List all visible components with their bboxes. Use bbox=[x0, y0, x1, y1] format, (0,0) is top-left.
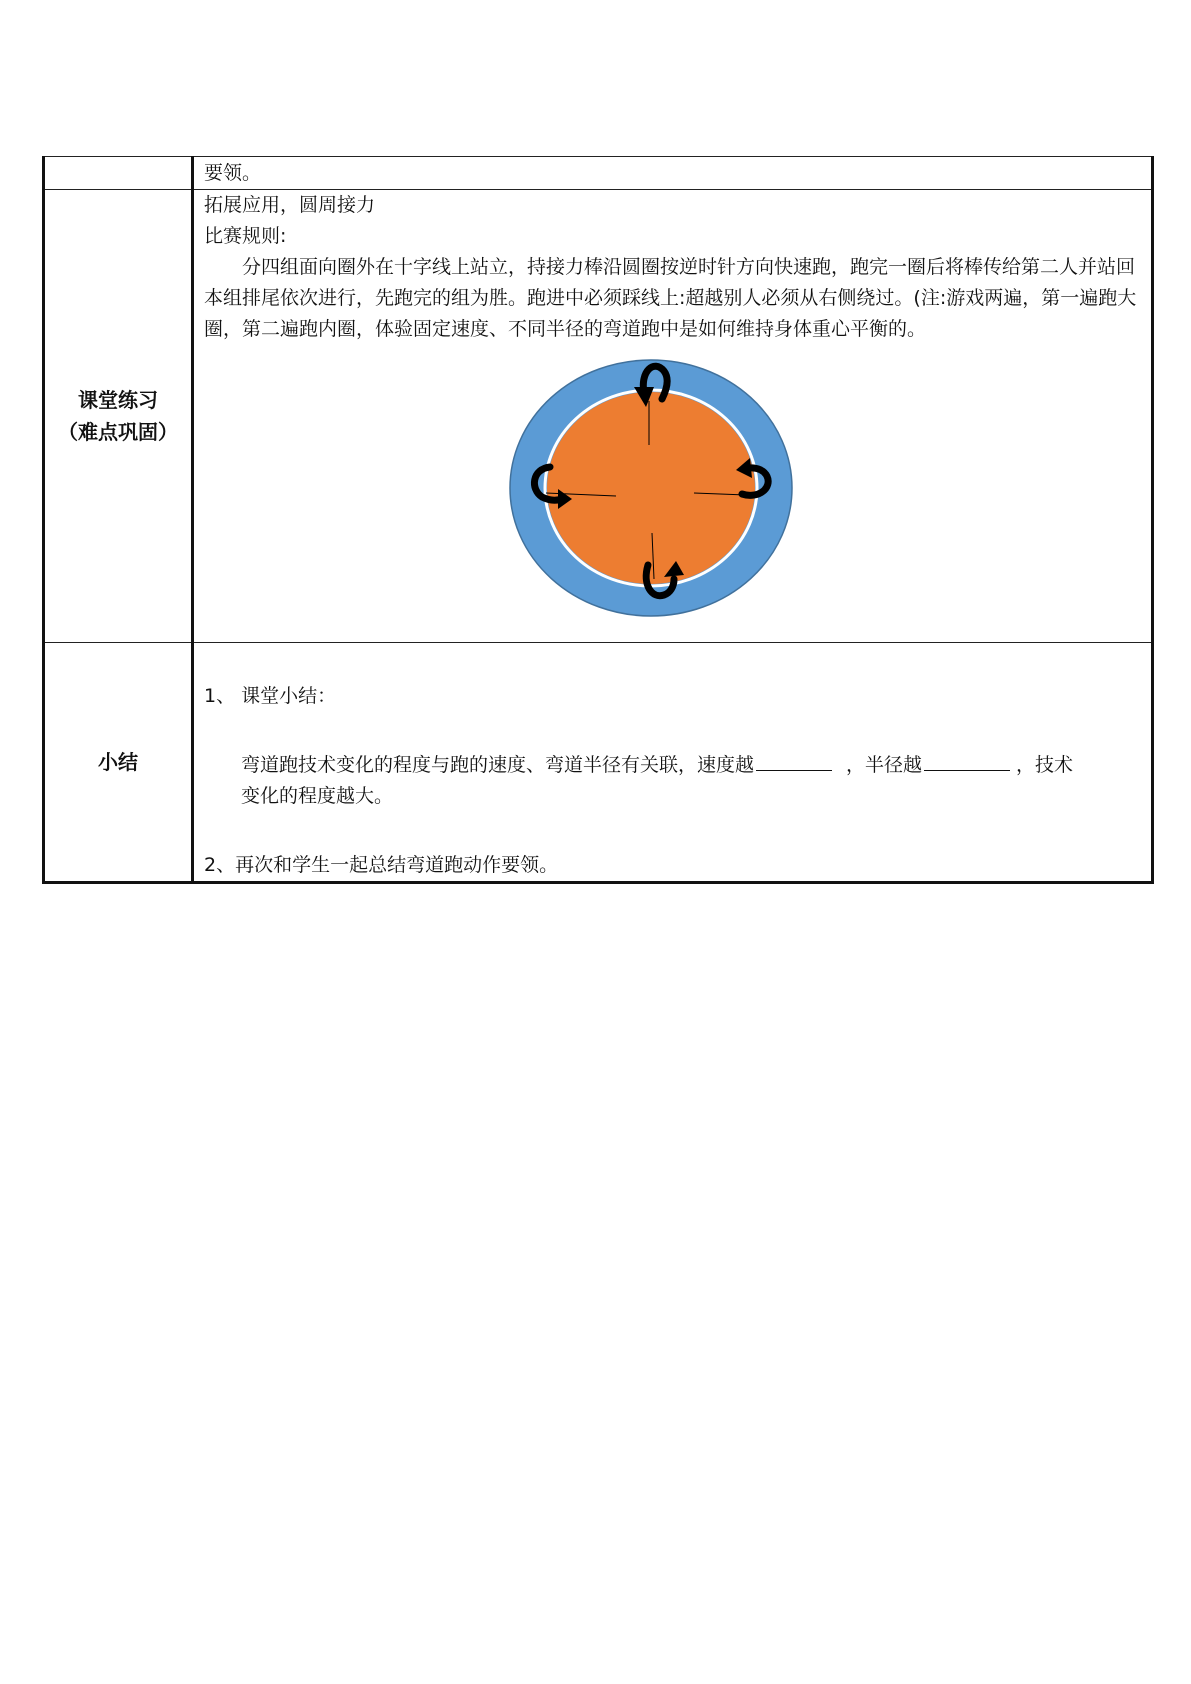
summary-item1-cont: 变化的程度越大。 bbox=[241, 785, 394, 807]
practice-label-line1: 课堂练习 bbox=[78, 388, 158, 412]
relay-diagram bbox=[194, 353, 1151, 623]
summary-text-part3: ，技术 bbox=[1016, 754, 1074, 776]
summary-label: 小结 bbox=[98, 750, 138, 774]
continuation-text: 要领。 bbox=[204, 162, 262, 184]
fill-in-blank-speed[interactable] bbox=[756, 752, 832, 771]
relay-circle-figure bbox=[506, 353, 796, 623]
inner-track-circle bbox=[547, 392, 755, 584]
row-content bbox=[193, 190, 1153, 643]
summary-item1-line bbox=[204, 750, 1139, 781]
row-content bbox=[193, 157, 1153, 190]
practice-label-line2: （难点巩固） bbox=[58, 420, 178, 444]
row-content bbox=[193, 643, 1153, 883]
summary-item2: 2、再次和学生一起总结弯道跑动作要领。 bbox=[204, 854, 559, 876]
table-row bbox=[44, 190, 1153, 643]
row-label bbox=[44, 190, 193, 643]
rules-body: 分四组面向圈外在十字线上站立，持接力棒沿圆圈按逆时针方向快速跑，跑完一圈后将棒传给第二人并站回本组排尾依次进行，先跑完的组为胜。跑进中必须踩线上:超越别人必须从右侧绕过。(注:游戏两遍，第一遍跑大圈，第二遍跑内圈，体验固定速度、不同半径的弯道跑中是如何维持身体重心平衡的。 bbox=[204, 256, 1137, 340]
row-label bbox=[44, 643, 193, 883]
summary-item1-body bbox=[194, 712, 1151, 812]
rules-title: 比赛规则: bbox=[204, 225, 287, 247]
fill-in-blank-radius[interactable] bbox=[924, 752, 1010, 771]
summary-item1-title: 1、 课堂小结： bbox=[204, 685, 337, 707]
summary-text-part2: ，半径越 bbox=[846, 754, 923, 776]
lesson-plan-table bbox=[42, 156, 1154, 884]
table-row bbox=[44, 157, 1153, 190]
summary-text-part1: 弯道跑技术变化的程度与跑的速度、弯道半径有关联，速度越 bbox=[241, 754, 755, 776]
practice-heading: 拓展应用，圆周接力 bbox=[204, 194, 376, 216]
table-row bbox=[44, 643, 1153, 883]
row-label-empty bbox=[44, 157, 193, 190]
